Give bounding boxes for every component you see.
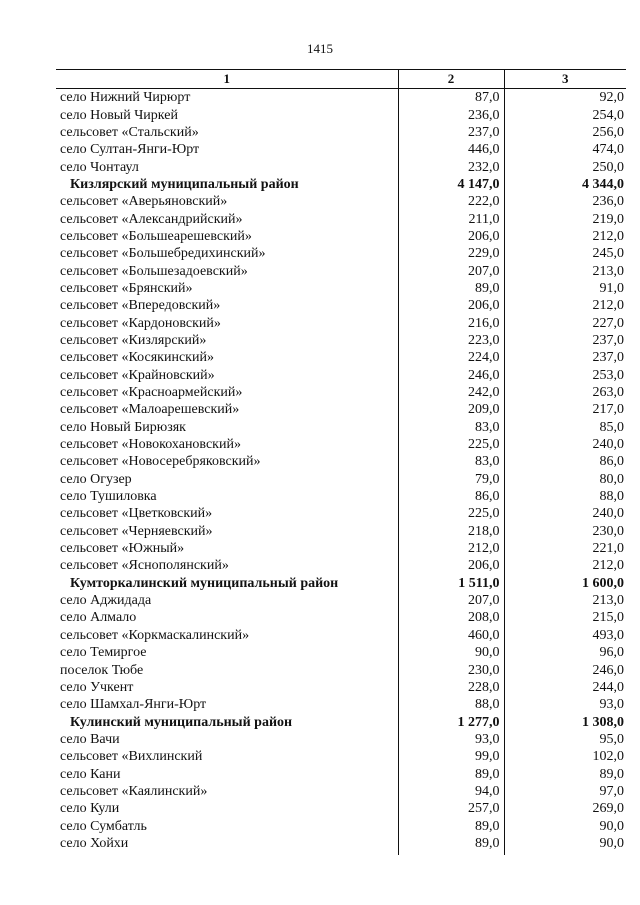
value-column-3: 212,0 <box>504 228 626 245</box>
value-column-2: 224,0 <box>398 349 504 366</box>
table-row <box>56 228 626 245</box>
table-row <box>56 124 626 141</box>
value-column-2: 89,0 <box>398 765 504 782</box>
settlement-name: село Огузер <box>60 471 132 487</box>
table-row <box>56 557 626 574</box>
table-row <box>56 609 626 626</box>
value-column-3: 250,0 <box>504 158 626 175</box>
settlement-name: сельсовет «Кизлярский» <box>60 332 207 348</box>
table-row <box>56 800 626 817</box>
value-column-2: 90,0 <box>398 644 504 661</box>
value-column-3: 4 344,0 <box>504 176 626 193</box>
value-column-2: 1 277,0 <box>398 713 504 730</box>
table-row <box>56 297 626 314</box>
value-column-2: 460,0 <box>398 627 504 644</box>
settlement-name: село Султан-Янги-Юрт <box>60 142 200 158</box>
settlement-name: сельсовет «Большезадоевский» <box>60 263 248 279</box>
page-number: 1415 <box>307 41 333 56</box>
settlement-name: село Учкент <box>60 679 134 695</box>
value-column-3: 90,0 <box>504 835 626 855</box>
value-column-2: 86,0 <box>398 488 504 505</box>
value-column-3: 254,0 <box>504 106 626 123</box>
table-header-row <box>56 70 626 89</box>
value-column-3: 80,0 <box>504 471 626 488</box>
settlement-name: село Алмало <box>60 610 137 626</box>
settlement-name: сельсовет «Новосеребряковский» <box>60 454 261 470</box>
table-body <box>56 89 626 856</box>
value-column-2: 83,0 <box>398 419 504 436</box>
district-name: Кумторкалинский муниципальный район <box>70 575 339 591</box>
value-column-3: 263,0 <box>504 384 626 401</box>
settlement-name: село Чонтаул <box>60 159 139 175</box>
value-column-2: 99,0 <box>398 748 504 765</box>
value-column-2: 79,0 <box>398 471 504 488</box>
settlement-name: село Хойхи <box>60 835 129 851</box>
value-column-2: 208,0 <box>398 609 504 626</box>
table-row <box>56 505 626 522</box>
settlement-name: село Кани <box>60 766 121 782</box>
table-row <box>56 436 626 453</box>
settlement-name: сельсовет «Крайновский» <box>60 367 215 383</box>
table-row <box>56 349 626 366</box>
value-column-3: 237,0 <box>504 349 626 366</box>
table-row <box>56 158 626 175</box>
value-column-2: 246,0 <box>398 367 504 384</box>
value-column-3: 237,0 <box>504 332 626 349</box>
value-column-3: 236,0 <box>504 193 626 210</box>
table-row <box>56 106 626 123</box>
value-column-2: 216,0 <box>398 314 504 331</box>
value-column-3: 227,0 <box>504 314 626 331</box>
value-column-2: 209,0 <box>398 401 504 418</box>
value-column-2: 83,0 <box>398 453 504 470</box>
settlement-name: сельсовет «Кардоновский» <box>60 315 221 331</box>
table-row <box>56 401 626 418</box>
value-column-3: 97,0 <box>504 783 626 800</box>
value-column-2: 228,0 <box>398 679 504 696</box>
settlement-name: село Вачи <box>60 731 120 747</box>
value-column-2: 446,0 <box>398 141 504 158</box>
settlement-name: село Темиргое <box>60 645 147 661</box>
table-row <box>56 540 626 557</box>
settlement-name: сельсовет «Черняевский» <box>60 523 213 539</box>
value-column-3: 213,0 <box>504 262 626 279</box>
table-row <box>56 765 626 782</box>
table-row <box>56 453 626 470</box>
settlement-name: сельсовет «Вихлинский <box>60 749 203 765</box>
value-column-3: 219,0 <box>504 210 626 227</box>
value-column-3: 92,0 <box>504 89 626 107</box>
table-row <box>56 367 626 384</box>
table-row <box>56 696 626 713</box>
value-column-2: 225,0 <box>398 436 504 453</box>
value-column-2: 87,0 <box>398 89 504 107</box>
value-column-2: 1 511,0 <box>398 575 504 592</box>
value-column-2: 211,0 <box>398 210 504 227</box>
table-row <box>56 661 626 678</box>
value-column-2: 206,0 <box>398 297 504 314</box>
value-column-2: 89,0 <box>398 280 504 297</box>
value-column-3: 1 600,0 <box>504 575 626 592</box>
value-column-3: 102,0 <box>504 748 626 765</box>
value-column-3: 244,0 <box>504 679 626 696</box>
value-column-2: 242,0 <box>398 384 504 401</box>
table-row <box>56 471 626 488</box>
table-row <box>56 419 626 436</box>
table-row <box>56 89 626 107</box>
settlement-name: сельсовет «Южный» <box>60 541 185 557</box>
value-column-3: 213,0 <box>504 592 626 609</box>
value-column-2: 230,0 <box>398 661 504 678</box>
value-column-3: 212,0 <box>504 297 626 314</box>
settlement-name: село Нижний Чирюрт <box>60 90 191 106</box>
table-row <box>56 488 626 505</box>
table-row <box>56 332 626 349</box>
settlement-name: село Шамхал-Янги-Юрт <box>60 697 207 713</box>
value-column-2: 207,0 <box>398 592 504 609</box>
data-table <box>56 69 626 855</box>
value-column-2: 218,0 <box>398 523 504 540</box>
table-row <box>56 835 626 855</box>
value-column-3: 89,0 <box>504 765 626 782</box>
value-column-2: 88,0 <box>398 696 504 713</box>
value-column-2: 225,0 <box>398 505 504 522</box>
column-header-3: 3 <box>504 70 626 89</box>
table-row <box>56 523 626 540</box>
value-column-3: 95,0 <box>504 731 626 748</box>
value-column-2: 206,0 <box>398 557 504 574</box>
value-column-3: 246,0 <box>504 661 626 678</box>
value-column-2: 236,0 <box>398 106 504 123</box>
settlement-name: село Новый Бирюзяк <box>60 419 186 435</box>
table-row <box>56 280 626 297</box>
settlement-name: сельсовет «Яснополянский» <box>60 558 229 574</box>
value-column-3: 253,0 <box>504 367 626 384</box>
settlement-name: сельсовет «Брянский» <box>60 280 193 296</box>
value-column-3: 269,0 <box>504 800 626 817</box>
table-row <box>56 262 626 279</box>
settlement-name: село Новый Чиркей <box>60 107 178 123</box>
settlement-name: сельсовет «Впередовский» <box>60 298 221 314</box>
value-column-3: 230,0 <box>504 523 626 540</box>
value-column-3: 88,0 <box>504 488 626 505</box>
value-column-2: 93,0 <box>398 731 504 748</box>
value-column-2: 206,0 <box>398 228 504 245</box>
table-row <box>56 592 626 609</box>
district-name: Кизлярский муниципальный район <box>70 176 299 192</box>
value-column-2: 4 147,0 <box>398 176 504 193</box>
district-row <box>56 176 626 193</box>
value-column-2: 257,0 <box>398 800 504 817</box>
table-row <box>56 679 626 696</box>
table-row <box>56 384 626 401</box>
settlement-name: село Кули <box>60 801 120 817</box>
table-row <box>56 644 626 661</box>
settlement-name: сельсовет «Аверьяновский» <box>60 194 228 210</box>
settlement-name: сельсовет «Большеарешевский» <box>60 228 252 244</box>
value-column-3: 90,0 <box>504 817 626 834</box>
value-column-3: 1 308,0 <box>504 713 626 730</box>
value-column-3: 217,0 <box>504 401 626 418</box>
value-column-3: 85,0 <box>504 419 626 436</box>
settlement-name: сельсовет «Александрийский» <box>60 211 243 227</box>
settlement-name: сельсовет «Каялинский» <box>60 783 208 799</box>
value-column-2: 94,0 <box>398 783 504 800</box>
value-column-2: 229,0 <box>398 245 504 262</box>
value-column-3: 215,0 <box>504 609 626 626</box>
value-column-3: 212,0 <box>504 557 626 574</box>
table-row <box>56 210 626 227</box>
settlement-name: село Аджидада <box>60 593 152 609</box>
value-column-2: 89,0 <box>398 835 504 855</box>
settlement-name: сельсовет «Стальский» <box>60 124 199 140</box>
value-column-3: 240,0 <box>504 505 626 522</box>
column-header-1: 1 <box>56 70 398 89</box>
value-column-3: 256,0 <box>504 124 626 141</box>
value-column-2: 89,0 <box>398 817 504 834</box>
value-column-3: 474,0 <box>504 141 626 158</box>
value-column-2: 223,0 <box>398 332 504 349</box>
table-row <box>56 731 626 748</box>
value-column-3: 96,0 <box>504 644 626 661</box>
data-table-wrapper <box>56 69 626 855</box>
value-column-3: 91,0 <box>504 280 626 297</box>
table-row <box>56 817 626 834</box>
value-column-2: 212,0 <box>398 540 504 557</box>
settlement-name: сельсовет «Коркмаскалинский» <box>60 627 250 643</box>
value-column-2: 237,0 <box>398 124 504 141</box>
table-row <box>56 141 626 158</box>
district-name: Кулинский муниципальный район <box>70 714 293 730</box>
value-column-3: 221,0 <box>504 540 626 557</box>
value-column-3: 240,0 <box>504 436 626 453</box>
table-row <box>56 245 626 262</box>
settlement-name: сельсовет «Косякинский» <box>60 350 214 366</box>
table-row <box>56 314 626 331</box>
district-row <box>56 575 626 592</box>
value-column-2: 222,0 <box>398 193 504 210</box>
column-header-2: 2 <box>398 70 504 89</box>
table-row <box>56 748 626 765</box>
value-column-3: 493,0 <box>504 627 626 644</box>
value-column-3: 86,0 <box>504 453 626 470</box>
settlement-name: сельсовет «Малоарешевский» <box>60 402 240 418</box>
value-column-2: 207,0 <box>398 262 504 279</box>
settlement-name: сельсовет «Красноармейский» <box>60 385 243 401</box>
settlement-name: сельсовет «Цветковский» <box>60 506 213 522</box>
settlement-name: сельсовет «Новокохановский» <box>60 437 241 453</box>
table-row <box>56 627 626 644</box>
settlement-name: поселок Тюбе <box>60 662 144 678</box>
district-row <box>56 713 626 730</box>
value-column-3: 245,0 <box>504 245 626 262</box>
value-column-2: 232,0 <box>398 158 504 175</box>
value-column-3: 93,0 <box>504 696 626 713</box>
settlement-name: село Сумбатль <box>60 818 147 834</box>
table-row <box>56 193 626 210</box>
table-row <box>56 783 626 800</box>
settlement-name: сельсовет «Большебредихинский» <box>60 246 266 262</box>
settlement-name: село Тушиловка <box>60 489 157 505</box>
